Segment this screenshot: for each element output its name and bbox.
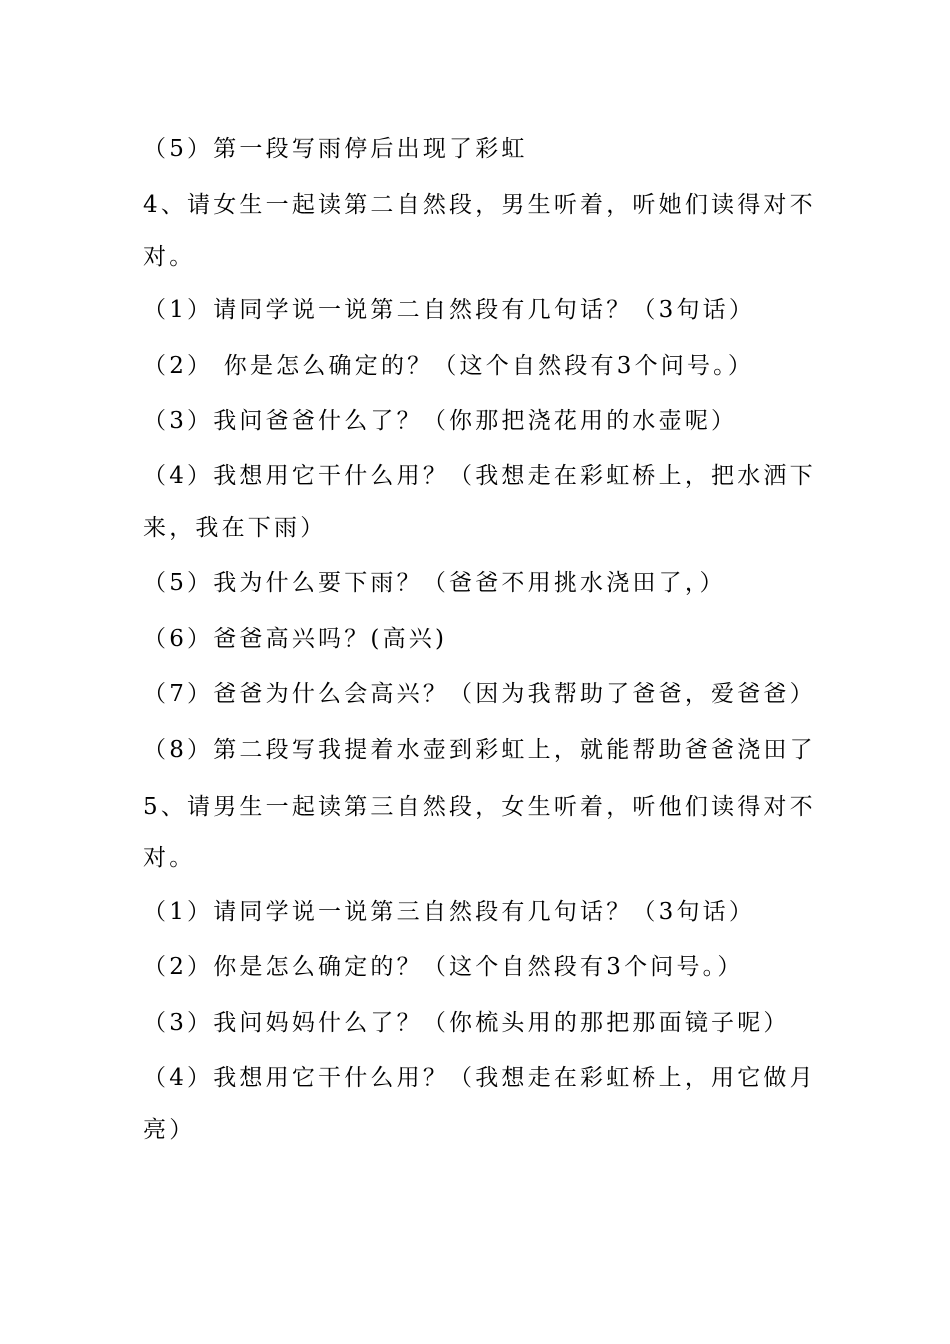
text-line-instruction-5-cont: 对。 bbox=[143, 845, 196, 871]
text-line-q6-paragraph-2: （6）爸爸高兴吗？(高兴) bbox=[143, 626, 448, 652]
text-line-q2-paragraph-2: （2） 你是怎么确定的？（这个自然段有3个问号。） bbox=[143, 353, 755, 379]
text-line-q3-paragraph-2: （3）我问爸爸什么了？（你那把浇花用的水壶呢） bbox=[143, 408, 738, 434]
text-line-q1-paragraph-3: （1）请同学说一说第三自然段有几句话？（3句话） bbox=[143, 899, 756, 925]
text-line-q4-paragraph-2: （4）我想用它干什么用？（我想走在彩虹桥上，把水洒下 bbox=[143, 463, 816, 489]
text-line-summary-paragraph-2: （8）第二段写我提着水壶到彩虹上，就能帮助爸爸浇田了 bbox=[143, 737, 816, 763]
text-line-instruction-4: 4、请女生一起读第二自然段，男生听着，听她们读得对不 bbox=[143, 192, 816, 218]
text-line-summary-paragraph-1: （5）第一段写雨停后出现了彩虹 bbox=[143, 136, 528, 162]
text-line-instruction-5: 5、请男生一起读第三自然段，女生听着，听他们读得对不 bbox=[143, 794, 816, 820]
text-line-q1-paragraph-2: （1）请同学说一说第二自然段有几句话？（3句话） bbox=[143, 297, 756, 323]
text-line-q4-paragraph-3-cont: 亮） bbox=[143, 1117, 196, 1143]
text-line-q7-paragraph-2: （7）爸爸为什么会高兴？（因为我帮助了爸爸，爱爸爸） bbox=[143, 681, 816, 707]
text-line-q2-paragraph-3: （2）你是怎么确定的？（这个自然段有3个问号。） bbox=[143, 954, 744, 980]
text-line-q4-paragraph-3: （4）我想用它干什么用？（我想走在彩虹桥上，用它做月 bbox=[143, 1065, 816, 1091]
text-line-q4-paragraph-2-cont: 来，我在下雨） bbox=[143, 515, 327, 541]
text-line-q3-paragraph-3: （3）我问妈妈什么了？（你梳头用的那把那面镜子呢） bbox=[143, 1010, 790, 1036]
text-line-instruction-4-cont: 对。 bbox=[143, 244, 196, 270]
text-line-q5-paragraph-2: （5）我为什么要下雨？（爸爸不用挑水浇田了，） bbox=[143, 570, 726, 596]
